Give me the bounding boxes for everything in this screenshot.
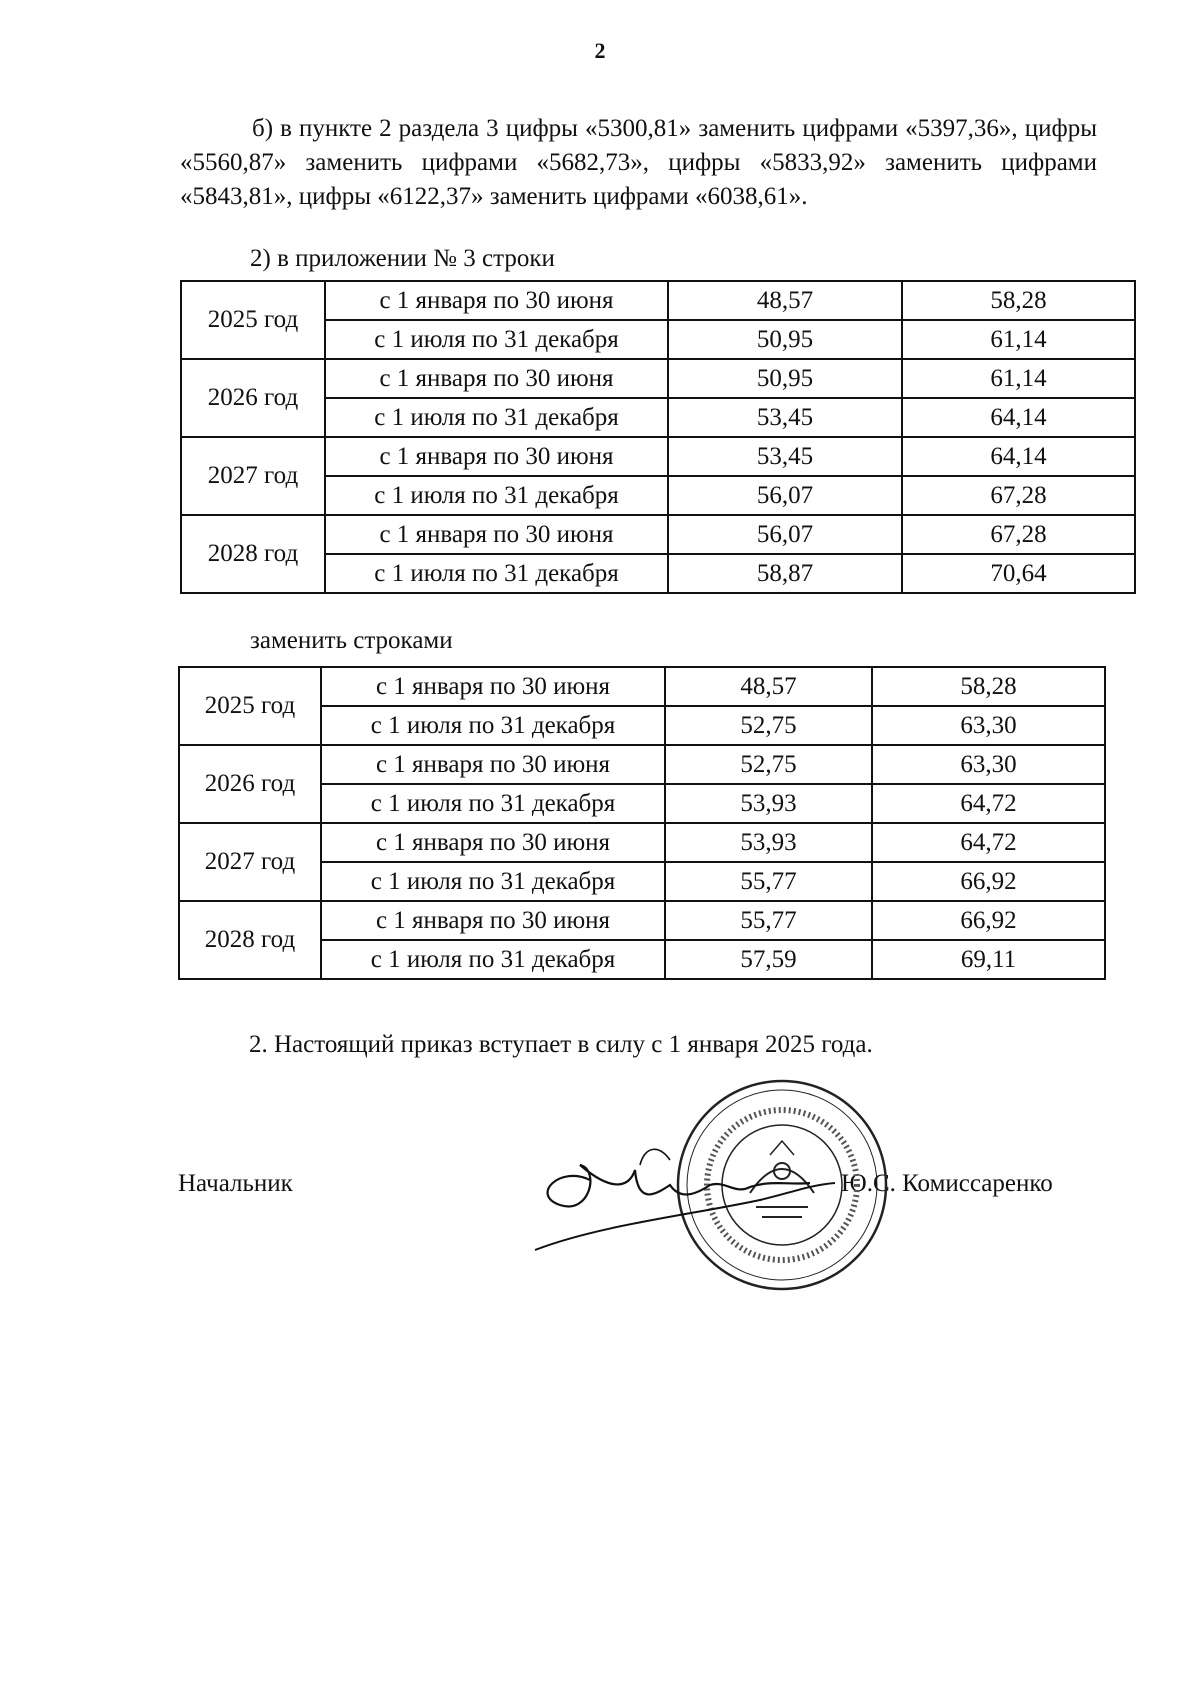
year-cell: 2028 год — [181, 515, 325, 593]
year-cell: 2027 год — [181, 437, 325, 515]
table-row — [181, 359, 1135, 398]
rate-vat-value-cell: 61,14 — [902, 320, 1135, 359]
period-cell: с 1 июля по 31 декабря — [325, 554, 668, 593]
table-row — [181, 398, 1135, 437]
period-cell: с 1 июля по 31 декабря — [325, 476, 668, 515]
period-cell: с 1 июля по 31 декабря — [321, 940, 665, 979]
table-row — [181, 320, 1135, 359]
rate-vat-value-cell: 64,72 — [872, 784, 1105, 823]
table-row — [181, 437, 1135, 476]
year-cell: 2025 год — [179, 667, 321, 745]
period-cell: с 1 января по 30 июня — [325, 281, 668, 320]
year-cell: 2026 год — [181, 359, 325, 437]
period-cell: с 1 января по 30 июня — [325, 359, 668, 398]
rate-value-cell: 55,77 — [665, 901, 872, 940]
handwritten-signature — [520, 1125, 850, 1265]
signatory-title: Начальник — [178, 1170, 293, 1197]
rate-value-cell: 53,45 — [668, 437, 902, 476]
rate-value-cell: 57,59 — [665, 940, 872, 979]
period-cell: с 1 июля по 31 декабря — [325, 398, 668, 437]
rate-value-cell: 58,87 — [668, 554, 902, 593]
intro-new-rows: заменить строками — [250, 627, 453, 654]
rate-value-cell: 53,93 — [665, 784, 872, 823]
old-rates-table — [180, 280, 1136, 594]
table-row — [181, 281, 1135, 320]
year-cell: 2026 год — [179, 745, 321, 823]
period-cell: с 1 января по 30 июня — [325, 515, 668, 554]
signatory-name: Ю.С. Комиссаренко — [841, 1170, 1053, 1197]
intro-old-rows: 2) в приложении № 3 строки — [250, 245, 555, 272]
rate-value-cell: 48,57 — [668, 281, 902, 320]
rate-value-cell: 52,75 — [665, 706, 872, 745]
table-row — [181, 476, 1135, 515]
rate-vat-value-cell: 64,14 — [902, 437, 1135, 476]
rate-vat-value-cell: 66,92 — [872, 901, 1105, 940]
period-cell: с 1 января по 30 июня — [325, 437, 668, 476]
period-cell: с 1 января по 30 июня — [321, 745, 665, 784]
rate-value-cell: 50,95 — [668, 320, 902, 359]
table-row — [181, 554, 1135, 593]
table-row — [181, 515, 1135, 554]
year-cell: 2027 год — [179, 823, 321, 901]
rate-vat-value-cell: 67,28 — [902, 515, 1135, 554]
period-cell: с 1 июля по 31 декабря — [321, 706, 665, 745]
period-cell: с 1 января по 30 июня — [321, 823, 665, 862]
year-cell: 2028 год — [179, 901, 321, 979]
rate-vat-value-cell: 58,28 — [872, 667, 1105, 706]
period-cell: с 1 января по 30 июня — [321, 667, 665, 706]
table-row — [179, 823, 1105, 862]
rate-vat-value-cell: 64,72 — [872, 823, 1105, 862]
rate-value-cell: 50,95 — [668, 359, 902, 398]
rate-vat-value-cell: 66,92 — [872, 862, 1105, 901]
rate-value-cell: 52,75 — [665, 745, 872, 784]
period-cell: с 1 июля по 31 декабря — [321, 784, 665, 823]
table-row — [179, 901, 1105, 940]
period-cell: с 1 июля по 31 декабря — [325, 320, 668, 359]
rate-vat-value-cell: 63,30 — [872, 706, 1105, 745]
rate-vat-value-cell: 58,28 — [902, 281, 1135, 320]
table-row — [179, 745, 1105, 784]
rate-vat-value-cell: 61,14 — [902, 359, 1135, 398]
table-row — [179, 667, 1105, 706]
paragraph-b: б) в пункте 2 раздела 3 цифры «5300,81» заменить цифрами «5397,36», цифры «5560,87» заменить цифрами «5682,73», цифры «5833,92» заменить цифрами «5843,81», цифры «6122,37» заменить цифрами «6038,61». — [180, 115, 1097, 210]
rate-value-cell: 56,07 — [668, 476, 902, 515]
rate-value-cell: 56,07 — [668, 515, 902, 554]
rate-value-cell: 55,77 — [665, 862, 872, 901]
year-cell: 2025 год — [181, 281, 325, 359]
effective-date-clause: 2. Настоящий приказ вступает в силу с 1 января 2025 года. — [249, 1031, 873, 1058]
rate-vat-value-cell: 64,14 — [902, 398, 1135, 437]
rate-value-cell: 53,45 — [668, 398, 902, 437]
rate-vat-value-cell: 69,11 — [872, 940, 1105, 979]
period-cell: с 1 июля по 31 декабря — [321, 862, 665, 901]
new-rates-table — [178, 666, 1106, 980]
page-number: 2 — [594, 38, 606, 63]
rate-vat-value-cell: 63,30 — [872, 745, 1105, 784]
rate-value-cell: 48,57 — [665, 667, 872, 706]
rate-vat-value-cell: 67,28 — [902, 476, 1135, 515]
rate-vat-value-cell: 70,64 — [902, 554, 1135, 593]
period-cell: с 1 января по 30 июня — [321, 901, 665, 940]
rate-value-cell: 53,93 — [665, 823, 872, 862]
